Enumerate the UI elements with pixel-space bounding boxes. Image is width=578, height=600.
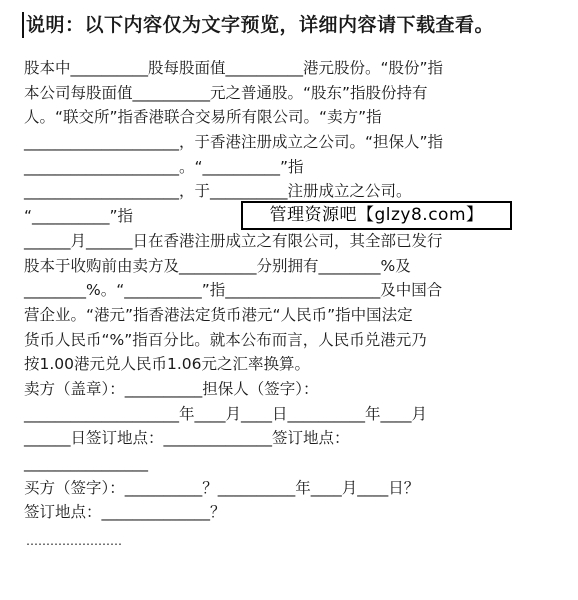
text-line: ____________________，于香港注册成立之公司。“担保人”指 [24,133,444,152]
text-line: ______日签订地点：______________签订地点： [24,429,350,448]
text-line: 本公司每股面值__________元之普通股。“股东”指股份持有 [24,83,428,102]
text-line: 签订地点：______________？ [24,503,226,522]
site-watermark: 管理资源吧【glzy8.com】 [241,201,512,230]
text-line: 股本于收购前由卖方及__________分别拥有________%及 [24,256,411,275]
text-line: 按1.00港元兑人民币1.06元之汇率换算。 [24,355,311,374]
text-line: 营企业。“港元”指香港法定货币港元“人民币”指中国法定 [24,305,413,324]
text-line: 股本中__________股每股面值__________港元股份。“股份”指 [24,59,444,77]
text-line: ____________________。“__________”指 [24,157,304,176]
text-line: ______月______日在香港注册成立之有限公司，其全部已发行 [24,231,443,250]
preview-notice: 说明：以下内容仅为文字预览，详细内容请下载查看。 [22,12,576,38]
document-body [24,56,558,525]
text-line: “__________”指 [24,207,134,226]
text-line: 人。“联交所”指香港联合交易所有限公司。“卖方”指 [24,108,382,127]
text-line: 卖方（盖章）：__________担保人（签字）： [24,379,319,398]
ellipsis-marker: …………………… [26,534,122,548]
text-line: ____________________，于__________注册成立之公司。 [24,182,412,201]
text-line: ____________________年____月____日__________年____月 [24,404,428,423]
text-line: ________________ [24,454,148,472]
text-line: ________%。“__________”指____________________及中国合 [24,281,443,300]
text-line: 买方（签字）：__________？__________年____月____日？ [24,478,420,497]
text-line: 货币人民币“%”指百分比。就本公布而言，人民币兑港元乃 [24,330,427,349]
